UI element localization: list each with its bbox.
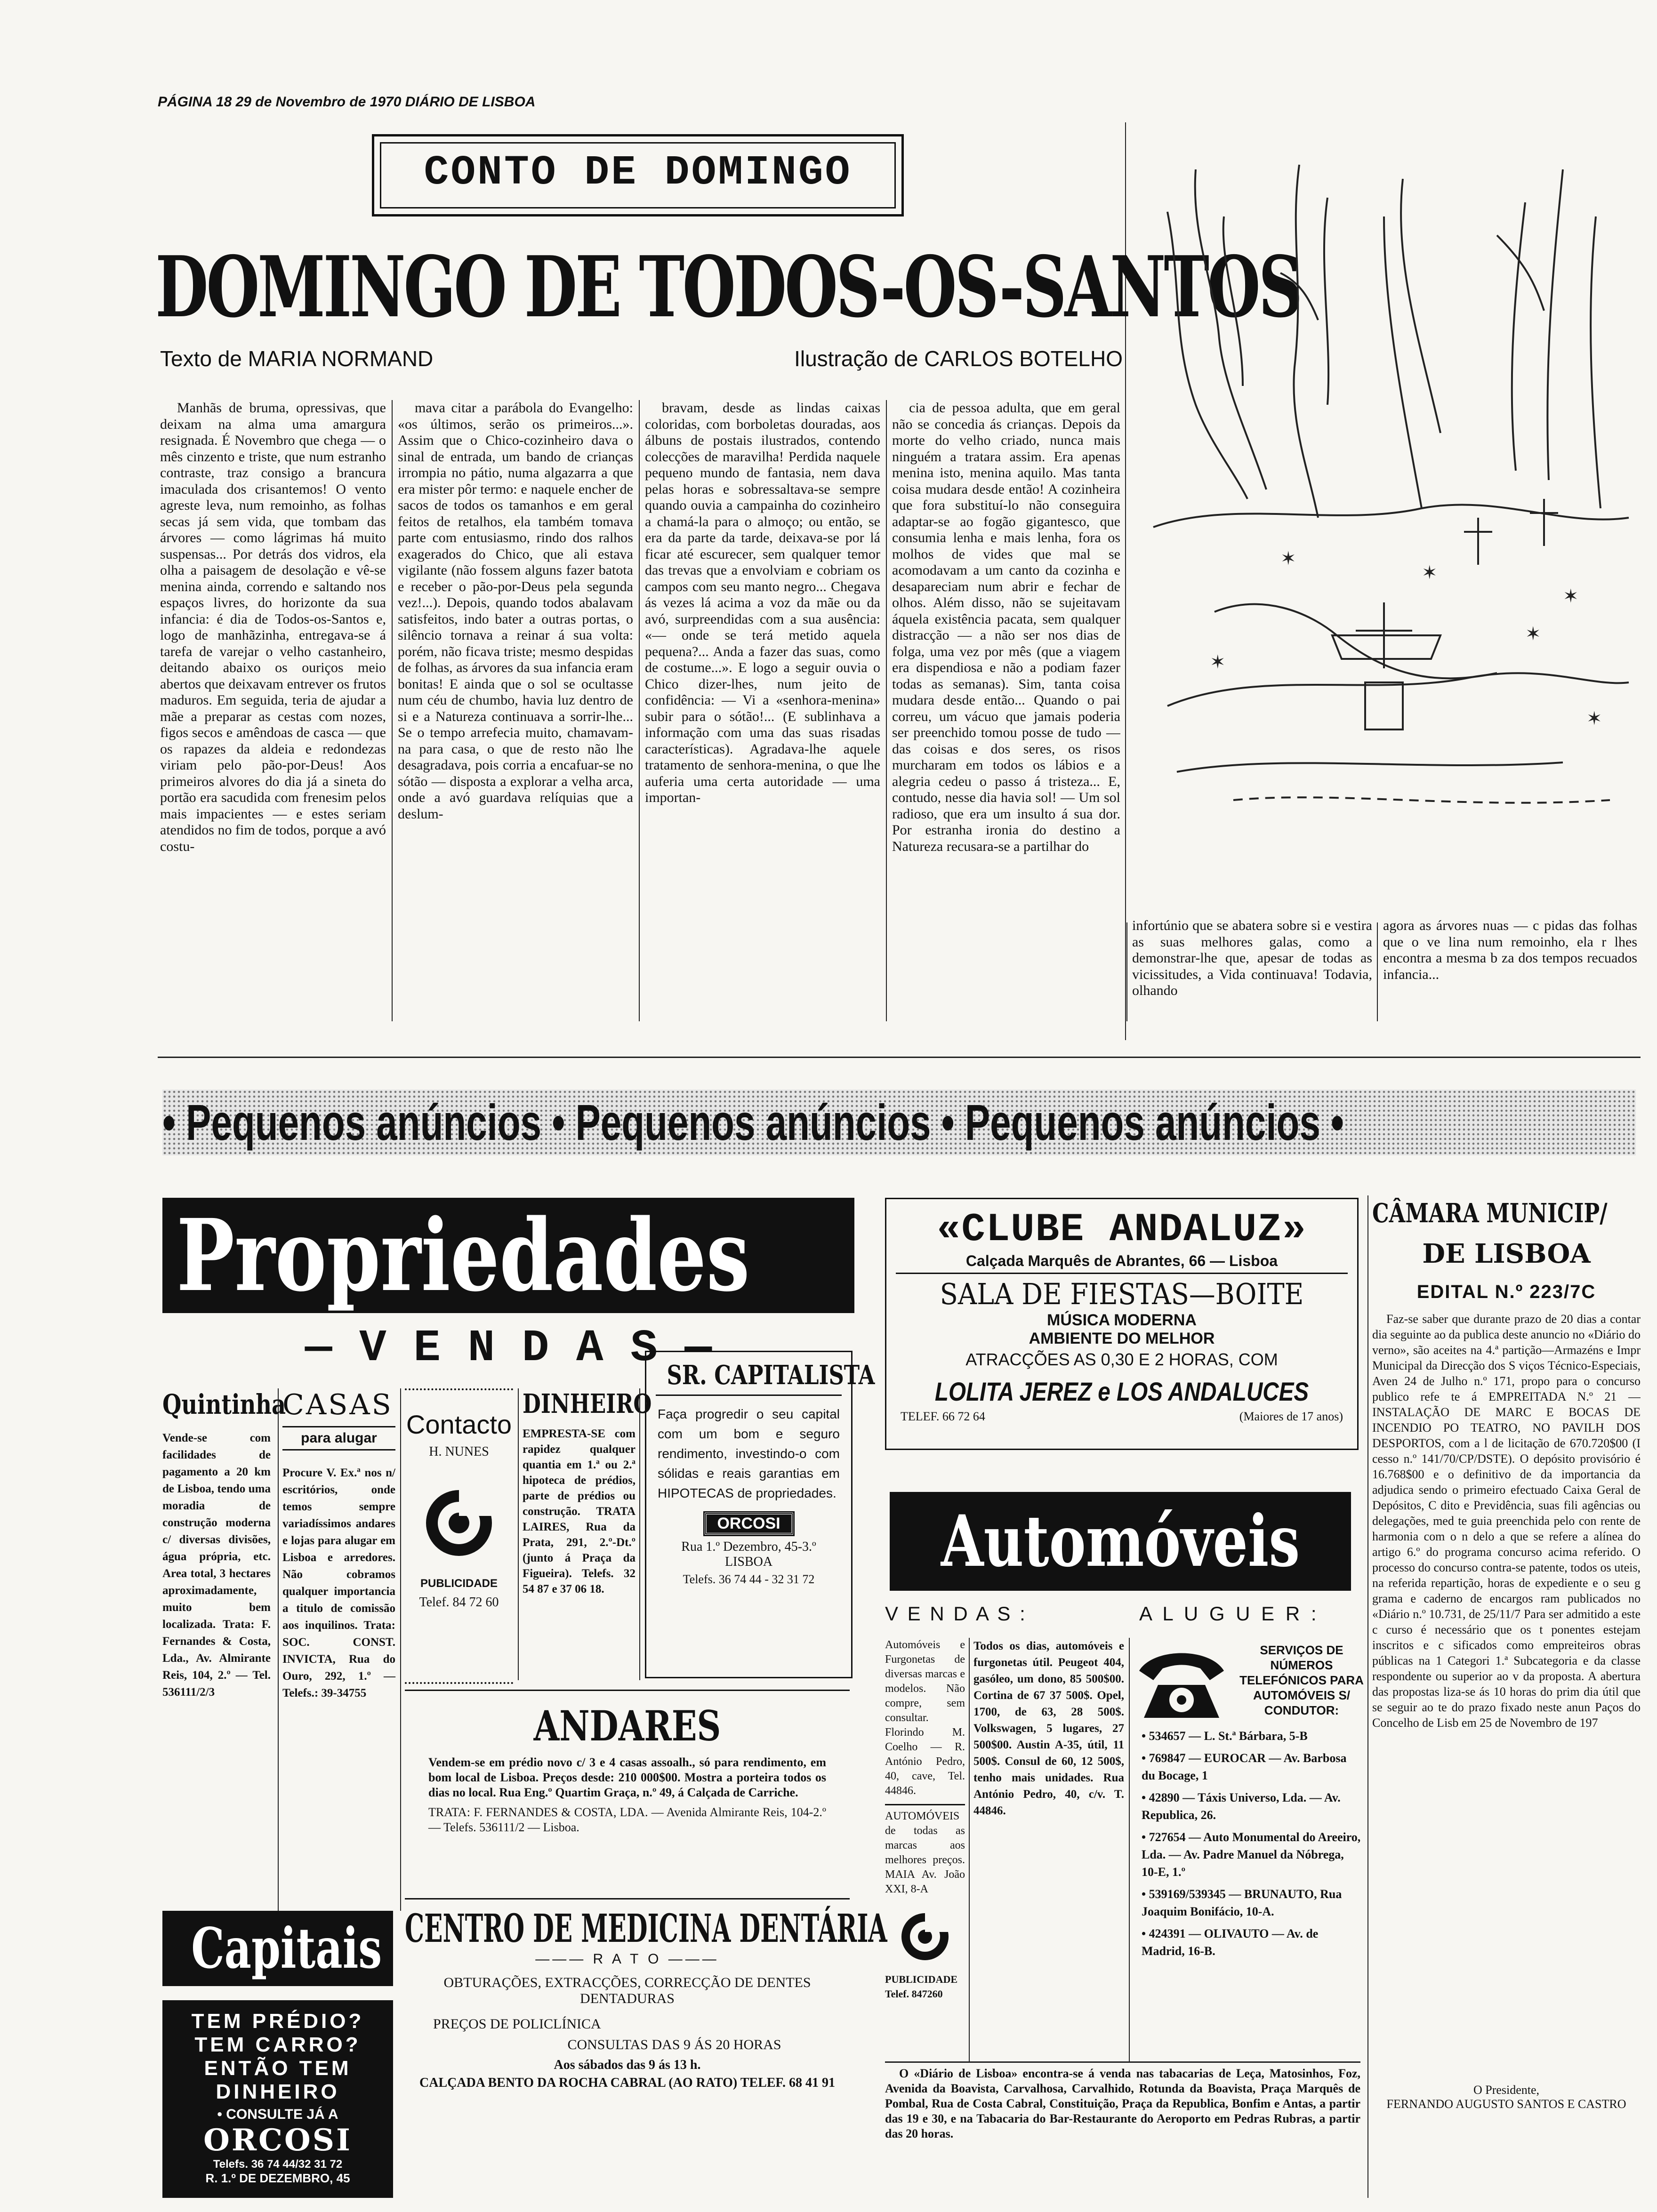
kicker-box — [372, 134, 904, 216]
casas-ad — [282, 1388, 395, 1906]
dentaria-precos: PREÇOS DE POLICLÍNICA — [433, 2016, 601, 2032]
casas-subtitle: para alugar — [282, 1426, 395, 1451]
clube-artist: LOLITA JEREZ e LOS ANDALUCES — [934, 1377, 1309, 1406]
story-column-3: bravam, desde as lindas caixas coloridas, com borboletas douradas, aos álbuns de postais ilustrados, contendo colecções de maravilha! Perdida naquele pequeno mundo de fantasia, nem dava pelas horas e sobressaltava-se sempre quando ouvia a campainha do cozinheiro a chamá-la para o almoço; ou então, se era da parte da tarde, deixava-se por lá ficar até escurecer, sem qualquer temor das trevas que a envolviam e cobriam os campos com seu manto negro... Chegava ás vezes lá acima a voz da mãe ou da avó, surpreendidas com a sua ausência: «— onde se terá metido aquela pequena?... Anda a fazer das suas, como de costume...». E logo a seguir ouvia o Chico dizer-lhes, num jeito de confidência: — Vi a «senhora-menina» subir para o sótão!... (E sublinhava a informação com uma das suas risadas características). Agradava-lhe aquele tratamento de senhora-menina, o que lhe auferia uma certa autoridade — uma importan- — [645, 400, 880, 805]
publicidade-logo — [885, 1901, 965, 1972]
story-kicker: CONTO DE DOMINGO — [424, 150, 852, 196]
rental-item: • 539169/539345 — BRUNAUTO, Rua Joaquim Bonifácio, 10-A. — [1142, 1887, 1342, 1918]
author-credit: Texto de MARIA NORMAND — [160, 346, 434, 371]
andares-ad — [405, 1690, 850, 1899]
classifieds-banner — [162, 1090, 1636, 1155]
camara-edital — [1372, 1198, 1641, 2196]
propriedades-banner — [162, 1198, 854, 1313]
vendas-col1 — [885, 1638, 965, 2061]
dinheiro-text: EMPRESTA-SE com rapidez qualquer quantia em 1.ª ou 2.ª hipoteca de prédios, parte de prédios ou construção. TRATA LAIRES, Rua da Prata, 291, 2.º-Dt.º (junto á Praça da Figueira). Telefs. 32 54 87 e 37 06 18. — [523, 1427, 635, 1595]
vendas-publicidade: PUBLICIDADE Telef. 847260 — [885, 1973, 958, 2000]
svg-text:✶: ✶ — [1422, 562, 1438, 584]
contacto-tel: Telef. 84 72 60 — [419, 1595, 499, 1610]
dentaria-title: CENTRO DE MEDICINA DENTÁRIA — [405, 1906, 887, 1951]
camara-edital-number: EDITAL N.º 223/7C — [1416, 1282, 1596, 1302]
capitais-line: DINHEIRO — [216, 2080, 340, 2103]
story-column-5: infortúnio que se abatera sobre si e vestira as suas melhores galas, como a demonstrar-lhe que, apesar de todas as vicissitudes, a Vida continuava! Todavia, olhando — [1132, 918, 1372, 998]
vendas-col1-text: Automóveis e Furgonetas de diversas marcas e modelos. Não compre, sem consultar. Florindo M. Coelho — R. António Pedro, 40, cave, Tel. 44846. — [885, 1639, 965, 1797]
capitais-line: ENTÃO TEM — [204, 2057, 352, 2080]
publicidade-logo — [405, 1469, 513, 1577]
capitalista-ad — [645, 1351, 875, 1678]
camara-title: CÂMARA MUNICIP/ — [1372, 1198, 1608, 1229]
capitalista-address: Rua 1.º Dezembro, 45-3.º LISBOA — [681, 1539, 816, 1569]
dentaria-ad — [405, 1906, 887, 2188]
vendas-heading: V E N D A S : — [885, 1603, 1027, 1625]
andares-text: Vendem-se em prédio novo c/ 3 e 4 casas assoalh., só para rendimento, em bom local de Lisboa. Preços desde: 210 000$00. Mostra a porteira todos os dias no local. Rua Eng.º Quartim Graça, n.º 49, á Calçada de Carriche. — [428, 1755, 826, 1799]
dinheiro-title: DINHEIRO — [523, 1388, 652, 1419]
contacto-name: H. NUNES — [429, 1444, 489, 1459]
casas-text: Procure V. Ex.ª nos n/ escritórios, onde temos sempre variadíssimos andares e lojas para alugar em Lisboa e arredores. Não cobramos qualquer importancia a titulo de comissão aos inquilinos. Trata: SOC. CONST. INVICTA, Rua do Ouro, 292, 1.º — Telefs.: 39-34755 — [282, 1467, 395, 1699]
classifieds-banner-text: • Pequenos anúncios • Pequenos anúncios • Pequenos anúncios • — [162, 1094, 1344, 1151]
capitais-line: TEM PRÉDIO? — [191, 2010, 364, 2033]
clube-line2: MÚSICA MODERNA — [1047, 1311, 1197, 1329]
rentals-list — [1142, 1727, 1363, 2057]
rental-item: • 534657 — L. St.ª Bárbara, 5-B — [1142, 1729, 1308, 1743]
svg-text:✶: ✶ — [1280, 548, 1296, 569]
page-header: PÁGINA 18 29 de Novembro de 1970 DIÁRIO DE LISBOA — [158, 94, 536, 110]
svg-text:✶: ✶ — [1586, 708, 1602, 729]
illustration-drawing — [1139, 141, 1638, 922]
rental-item: • 42890 — Táxis Universo, Lda. — Av. Republica, 26. — [1142, 1791, 1341, 1822]
capitalista-text: Faça progredir o seu capital com um bom e seguro rendimento, investindo-o com sólidas e reais garantias em HIPOTECAS de propriedades. — [658, 1407, 840, 1500]
clube-tel: TELEF. 66 72 64 — [901, 1410, 985, 1423]
capitais-tel: Telefs. 36 74 44/32 31 72 — [213, 2158, 343, 2171]
camara-title2: DE LISBOA — [1422, 1238, 1591, 1269]
clube-andaluz-ad — [885, 1198, 1359, 1450]
clube-address: Calçada Marquês de Abrantes, 66 — Lisboa — [896, 1252, 1348, 1274]
dentaria-saturday: Aos sábados das 9 ás 13 h. — [554, 2058, 701, 2072]
rental-item: • 424391 — OLIVAUTO — Av. de Madrid, 16-B. — [1142, 1927, 1319, 1958]
dentaria-subtitle: ——— R A T O ——— — [535, 1951, 719, 1967]
camara-text: Faz-se saber que durante prazo de 20 dias a contar dia seguinte ao da publica deste anuncio no «Diário do verno», são aceites na 4.ª partição—Armazéns e Impr Municipal da Direcção dos S viços Técnico-Especiais, Aven 24 de Julho n.º 171, propo para o concurso publico refe te á EMPREITADA N.º 21 — INSTALAÇÃO DE MARC E BOCAS DE INCENDIO PO TEATRO, NO PAVILH DOS DESPORTOS, com a l de licitação de 670.720$00 (I cesso n.º 141/70/CP/DSTE). O depósito provisório é 16.768$00 e o definitivo de da importancia da adjudica sendo o primeiro efectuado Caixa Geral de Depósitos, C dito e Previdência, suas fili agências ou delegações, med te guia preenchida pelo con rente de harmonia com o n delo a que se refere a alínea do artigo 6.º do programa concurso acima referido. O processo do concurso contra-se patente, todos os uteis, na referida repartição, horas de expediente e o seu g grama e caderno de encargos ram publicados no «Diário n.º 10.731, de 25/11/7 Para ser admitido a este c curso é necessário que os t ponentes estejam inscritos e c sificados como empreiteiros obras públicas na 1 Categori 1.ª Subcategoria e da classe respondente ou superior ao v da proposta. A abertura das propostas liza-se ás 10 horas do prim dia útil que se seguir ao te do prazo fixado neste anun Paços do Concelho de Lisb em 25 de Novembro de 197 — [1372, 1312, 1641, 1730]
andares-title: ANDARES — [533, 1701, 721, 1750]
rental-item: • 769847 — EUROCAR — Av. Barbosa du Bocage, 1 — [1142, 1751, 1347, 1782]
contacto-title: Contacto — [406, 1410, 512, 1439]
capitais-brand: ORCOSI — [203, 2123, 352, 2158]
clube-line3: AMBIENTE DO MELHOR — [1029, 1330, 1215, 1347]
servicos-heading: SERVIÇOS DE NÚMEROS TELEFÓNICOS PARA AUTOMÓVEIS S/ CONDUTOR: — [1239, 1643, 1364, 1717]
clube-line1: SALA DE FIESTAS—BOITE — [940, 1277, 1304, 1311]
capitais-banner — [162, 1911, 393, 1986]
propriedades-title: Propriedades — [177, 1197, 750, 1314]
vendas-subtitle: — V E N D A S — — [305, 1322, 712, 1374]
capitais-address: R. 1.º DE DEZEMBRO, 45 — [205, 2171, 350, 2185]
vendas-col2-text: Todos os dias, automóveis e furgonetas útil. Peugeot 404, gasóleo, um dono, 85 500$00. Cortina de 67 37 500$. Opel, 1700, de 63, 28 500$. Volkswagen, 5 lugares, 27 500$00. Austin A-35, útil, 11 500$. Consul de 60, 12 500$, tenho mais unidades. Rua António Pedro, 40, c/v. T. 44846. — [973, 1640, 1124, 1817]
capitais-consulte: • CONSULTE JÁ A — [217, 2107, 338, 2122]
automoveis-banner — [890, 1492, 1351, 1591]
quintinha-ad — [162, 1388, 286, 1906]
diario-notice: O «Diário de Lisboa» encontra-se á venda nas tabacarias de Leça, Matosinhos, Foz, Avenida da Boavista, Carvalhosa, Carvalhido, Rotunda da Boavista, Praça Marquês de Pombal, Rua de Costa Cabral, Constituição, Praça da Republica, Bonfim e Antas, a partir das 19 e 30, e na Tabacaria do Bar-Restaurante do Aeroporto em Pedras Rubras, a partir das 20 horas. — [885, 2067, 1360, 2140]
contacto-label: PUBLICIDADE — [420, 1577, 498, 1590]
dentaria-hours: CONSULTAS DAS 9 ÁS 20 HORAS — [567, 2037, 781, 2052]
capitais-line: TEM CARRO? — [194, 2033, 361, 2056]
dentaria-services: OBTURAÇÕES, EXTRACÇÕES, CORRECÇÃO DE DENTES DENTADURAS — [443, 1975, 811, 2006]
story-column-1: Manhãs de bruma, opressivas, que deixam na alma uma amargura resignada. É Novembro que chega — o mês cinzento e triste, que num estranho contraste, traz consigo a brancura imaculada dos crisantemos! O vento agreste leva, num remoinho, as folhas secas já sem vida, que tombam das árvores — como lágrimas há muito suspensas... Por detrás dos vidros, ela olha a paisagem de desolação e vê-se menina ainda, correndo e saltando nos espaços livres, do horizonte da sua infancia: é dia de Todos-os-Santos e, logo de manhãzinha, entregava-se á tarefa de varejar o velho castanheiro, deitando abaixo os ouriços meio abertos que deixavam entrever os frutos maduros. Em seguida, teria de ajudar a mãe a preparar as cestas com nozes, figos secos e amêndoas de casca — que os rapazes da aldeia e redondezas viriam pelo pão-por-Deus! Aos primeiros alvores do dia já a sineta do portão era sacudida com frenesim pelos mais impacientes — e estes seriam atendidos no fim de todos, porque a avó costu- — [160, 400, 386, 854]
contacto-ad — [405, 1388, 513, 1684]
capitais-title: Capitais — [191, 1915, 382, 1981]
aluguer-heading: A L U G U E R : — [1139, 1603, 1319, 1625]
vendas-col1b-text: AUTOMÓVEIS de todas as marcas aos melhores preços. MAIA Av. João XXI, 8-A — [885, 1804, 965, 1897]
clube-line4: ATRACÇÕES AS 0,30 E 2 HORAS, COM — [965, 1350, 1278, 1369]
automoveis-title: Automóveis — [941, 1500, 1300, 1583]
orcosi-logo: ORCOSI — [705, 1513, 793, 1535]
camara-signature: FERNANDO AUGUSTO SANTOS E CASTRO — [1386, 2097, 1626, 2111]
story-column-2: mava citar a parábola do Evangelho: «os últimos, serão os primeiros...». Assim que o Chico-cozinheiro dava o sinal de entrada, um bando de crianças irrompia no pátio, numa algazarra a que era mister pôr termo: e naquele encher de sacos de todos os tamanhos e em geral feitos de retalhos, ela também tomava parte com entusiasmo, rindo dos ralhos exagerados do Chico, que ali estava vigilante (não fossem alguns fazer batota e receber o pão-por-Deus pela segunda vez!...). Depois, quando todos abalavam satisfeitos, indo bater a outras portas, o silêncio tornava a reinar á sua volta: porém, não ficava triste; mesmo despidas de folhas, as árvores da sua infancia eram bonitas! E ainda que o sol se ocultasse num céu de chumbo, havia luz dentro de si e a Natureza continuava a sorrir-lhe... Se o tempo arrefecia muito, chamavam-na para casa, o que de resto não lhe desagradava, pois corria a encafuar-se no sótão — disposta a explorar a velha arca, onde a avó guardava relíquias que a deslum- — [398, 400, 633, 822]
story-column-4: cia de pessoa adulta, que em geral não se concedia ás crianças. Depois da morte do velho criado, nunca mais ninguém a tratara assim. Era apenas menina isto, menina aquilo. Mas tanta coisa mudara desde então! A cozinheira que fora substituí-lo não conseguira adaptar-se ao fogão gigantesco, que consumia lenha e mais lenha, fora os molhos de vides que mal se acomodavam a um canto da cozinha e desapareciam num abrir e fechar de olhos. Além disso, não se sujeitavam áquela existência pacata, sem qualquer distracção — a não ser nos dias de folga, uma vez por mês (que a viagem era dispendiosa e não a podiam fazer todas as semanas). Sim, tanta coisa mudara desde então... Quando o pai correu, um vácuo que jamais poderia ser preenchido tomou posse de tudo — das coisas e dos seres, os risos murcharam em todos os lábios e a alegria cedeu o passo á tristeza... E, contudo, nesse dia havia sol! — Um sol radioso, que era um insulto á sua dor. Por estranha ironia do destino a Natureza recusara-se a partilhar do — [892, 400, 1120, 854]
dinheiro-ad — [523, 1388, 652, 1680]
quintinha-title: Quintinha — [162, 1388, 286, 1420]
quintinha-text: Vende-se com facilidades de pagamento a 20 km de Lisboa, tendo uma moradia de construção moderna c/ diversas divisões, água própria, etc. Area total, 3 hectares aproximadamente, muito bem localizada. Trata: F. Fernandes & Costa, Lda., Av. Almirante Reis, 104, 2.º — Tel. 536111/2/3 — [162, 1432, 271, 1699]
vendas-col2 — [973, 1638, 1124, 2061]
capitalista-tel: Telefs. 36 74 44 - 32 31 72 — [683, 1572, 815, 1586]
andares-trata: TRATA: F. FERNANDES & COSTA, LDA. — Avenida Almirante Reis, 104-2.º — Telefs. 536111/2 — Lisboa. — [428, 1805, 826, 1834]
svg-text:✶: ✶ — [1563, 585, 1579, 607]
dentaria-address: CALÇADA BENTO DA ROCHA CABRAL (AO RATO) TELEF. 68 41 91 — [419, 2076, 835, 2090]
rental-item: • 727654 — Auto Monumental do Areeiro, Lda. — Av. Padre Manuel da Nóbrega, 10-E, 1.º — [1142, 1830, 1361, 1879]
svg-text:✶: ✶ — [1525, 623, 1541, 645]
clube-age: (Maiores de 17 anos) — [1239, 1410, 1343, 1423]
svg-text:✶: ✶ — [1210, 651, 1226, 673]
capitalista-title: SR. CAPITALISTA — [667, 1360, 875, 1391]
camara-signature-title: O Presidente, — [1473, 2083, 1540, 2097]
capitais-box — [162, 2000, 393, 2198]
telephone-icon — [1134, 1643, 1229, 1723]
casas-title: CASAS — [282, 1388, 393, 1421]
clube-title: «CLUBE ANDALUZ» — [936, 1208, 1307, 1252]
story-column-6: agora as árvores nuas — c pidas das folhas que o ve lina num remoinho, ela r lhes encontra a mesma b za dos tempos recuados infancia... — [1383, 918, 1637, 982]
illustration-credit: Ilustração de CARLOS BOTELHO — [794, 346, 1123, 371]
story-title: DOMINGO DE TODOS-OS-SANTOS — [155, 238, 1301, 336]
